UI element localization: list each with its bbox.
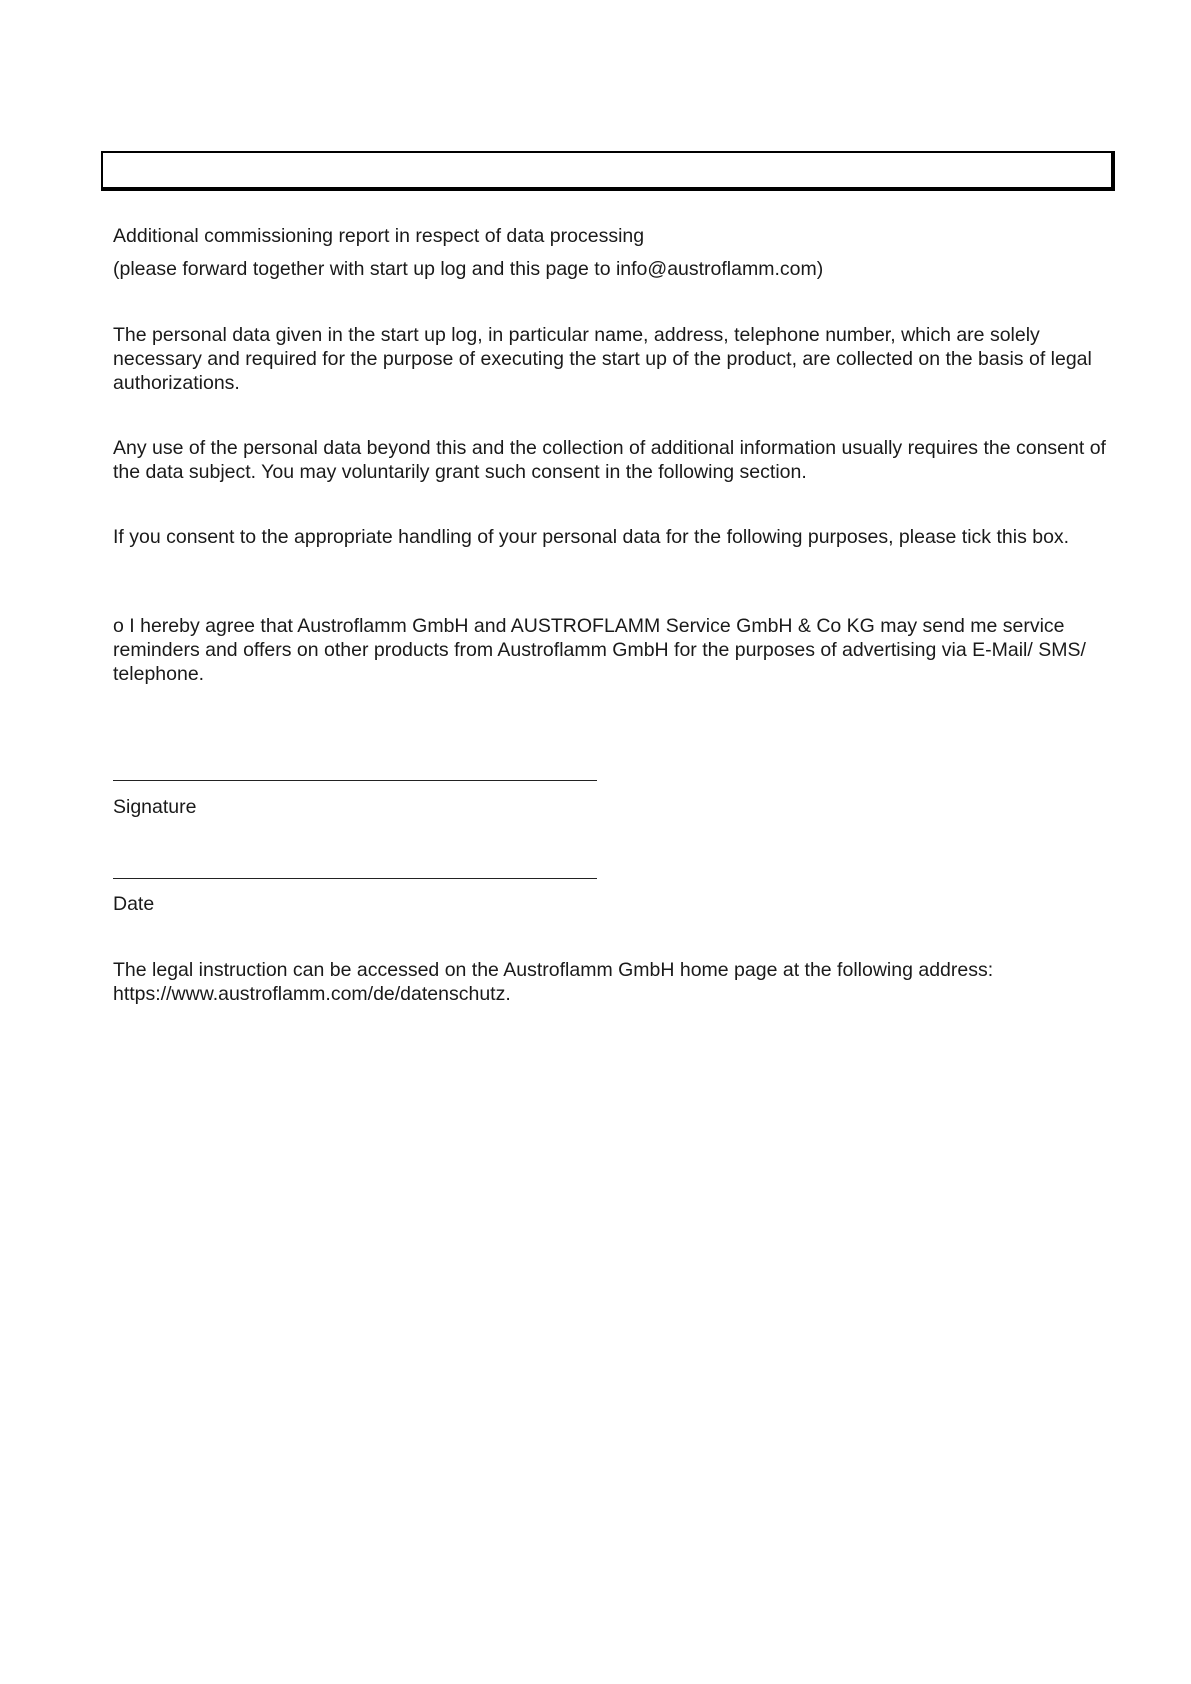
header-box xyxy=(101,151,1115,191)
date-label: Date xyxy=(113,893,155,915)
forward-note: (please forward together with start up log and this page to info@austroflamm.com) xyxy=(113,258,824,280)
paragraph-tick-instruction: If you consent to the appropriate handling of your personal data for the following purposes, please tick this box. xyxy=(113,526,1070,548)
signature-label: Signature xyxy=(113,796,197,818)
report-title: Additional commissioning report in respect of data processing xyxy=(113,225,645,247)
paragraph-consent-requirement: Any use of the personal data beyond this and the collection of additional information usually requires the consent of the data subject. You may voluntarily grant such consent in the following section. xyxy=(113,437,1106,483)
legal-instruction: The legal instruction can be accessed on the Austroflamm GmbH home page at the following address: https://www.austroflamm.com/de/datenschutz. xyxy=(113,959,994,1005)
signature-line[interactable] xyxy=(113,780,597,781)
date-line[interactable] xyxy=(113,878,597,879)
paragraph-legal-basis: The personal data given in the start up log, in particular name, address, telephone number, which are solely necessary and required for the purpose of executing the start up of the product, are collected on the basis of legal authorizations. xyxy=(113,324,1092,394)
consent-checkbox-statement[interactable]: o I hereby agree that Austroflamm GmbH and AUSTROFLAMM Service GmbH & Co KG may send me service reminders and offers on other products from Austroflamm GmbH for the purposes of advertising via E-Mail/ SMS/ telephone. xyxy=(113,615,1086,685)
